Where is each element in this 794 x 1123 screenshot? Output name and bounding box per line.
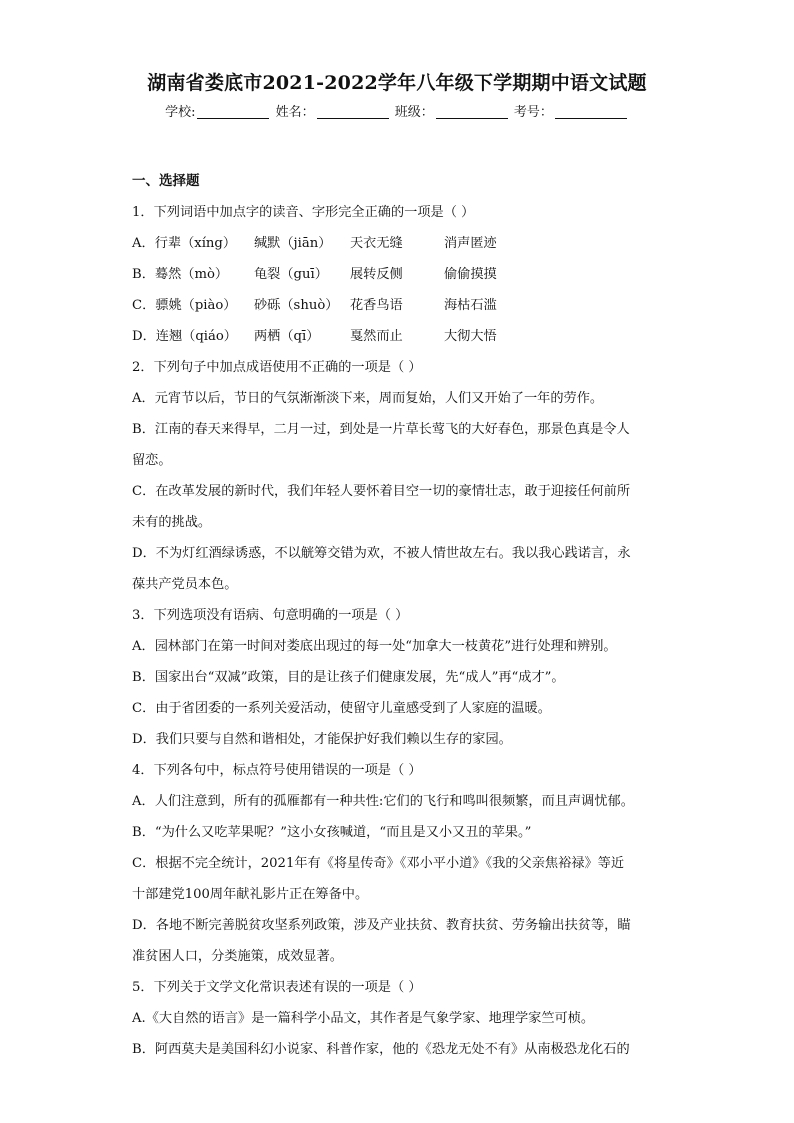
q3-option-c: C．由于省团委的一系列关爱活动，使留守儿童感受到了人家庭的温暖。: [132, 701, 551, 716]
class-label: 班级：: [394, 105, 434, 120]
q2-option-a: A．元宵节以后，节日的气氛渐渐淡下来，周而复始，人们又开始了一年的劳作。: [132, 391, 604, 406]
q2-option-d-line1: D．不为灯红酒绿诱惑，不以觥筹交错为欢，不被人情世故左右。我以我心践诺言，永: [132, 546, 631, 561]
q1-option-c: C．骠姚（piào） 砂砾（shuò） 花香鸟语 海枯石滥: [132, 298, 497, 313]
number-blank: [555, 105, 627, 119]
school-blank: [197, 105, 269, 119]
q2-stem: 2．下列句子中加点成语使用不正确的一项是（ ）: [132, 360, 422, 375]
q3-stem: 3．下列选项没有语病、句意明确的一项是（ ）: [132, 608, 409, 623]
q4-option-d-line1: D．各地不断完善脱贫攻坚系列政策，涉及产业扶贫、教育扶贫、劳务输出扶贫等，瞄: [132, 918, 631, 933]
q5-stem: 5．下列关于文学文化常识表述有误的一项是（ ）: [132, 980, 422, 995]
q2-option-b-line2: 留恋。: [132, 453, 172, 468]
q4-option-c-line2: 十部建党100周年献礼影片正在筹备中。: [132, 887, 369, 902]
q4-option-d-line2: 准贫困人口，分类施策，成效显著。: [132, 949, 343, 964]
q2-option-c-line2: 未有的挑战。: [132, 515, 212, 530]
q4-stem: 4．下列各句中，标点符号使用错误的一项是（ ）: [132, 763, 422, 778]
number-label: 考号：: [513, 105, 553, 120]
name-label: 姓名：: [275, 105, 315, 120]
q1-stem: 1．下列词语中加点字的读音、字形完全正确的一项是（ ）: [132, 205, 475, 220]
q4-option-c-line1: C．根据不完全统计，2021年有《将星传奇》《邓小平小道》《我的父亲焦裕禄》等近: [132, 856, 625, 871]
page-title: 湖南省娄底市2021-2022学年八年级下学期期中语文试题: [147, 72, 647, 94]
q2-option-d-line2: 葆共产党员本色。: [132, 577, 238, 592]
q1-option-d: D．连翘（qiáo） 两栖（qī） 戛然而止 大彻大悟: [132, 329, 497, 344]
question-content: [132, 166, 664, 1065]
school-label: 学校:: [165, 105, 196, 120]
q3-option-d: D．我们只要与自然和谐相处，才能保护好我们赖以生存的家园。: [132, 732, 512, 747]
student-info-line: [0, 101, 794, 120]
q4-option-a: A．人们注意到，所有的孤雁都有一种共性:它们的飞行和鸣叫很频繁，而且声调忧郁。: [132, 794, 634, 809]
q3-option-b: B．国家出台“双减”政策，目的是让孩子们健康发展，先“成人”再“成才”。: [132, 670, 565, 685]
q2-option-c-line1: C．在改革发展的新时代，我们年轻人要怀着目空一切的豪情壮志，敢于迎接任何前所: [132, 484, 631, 499]
section-heading: 一、选择题: [132, 173, 200, 189]
q3-option-a: A．园林部门在第一时间对娄底出现过的每一处“加拿大一枝黄花”进行处理和辨别。: [132, 639, 617, 654]
q2-option-b-line1: B．江南的春天来得早，二月一过，到处是一片草长莺飞的大好春色，那景色真是令人: [132, 422, 630, 437]
q1-option-a: A．行辈（xíng） 缄默（jiān） 天衣无缝 消声匿迹: [132, 236, 497, 251]
q1-option-b: B．蓦然（mò） 龟裂（guī） 展转反侧 偷偷摸摸: [132, 267, 497, 282]
name-blank: [317, 105, 389, 119]
class-blank: [436, 105, 508, 119]
q4-option-b: B．“为什么又吃苹果呢？”这小女孩喊道，“而且是又小又丑的苹果。”: [132, 825, 532, 840]
q5-option-b: B．阿西莫夫是美国科幻小说家、科普作家，他的《恐龙无处不有》从南极恐龙化石的: [132, 1042, 630, 1057]
q5-option-a: A.《大自然的语言》是一篇科学小品文，其作者是气象学家、地理学家竺可桢。: [132, 1011, 595, 1026]
